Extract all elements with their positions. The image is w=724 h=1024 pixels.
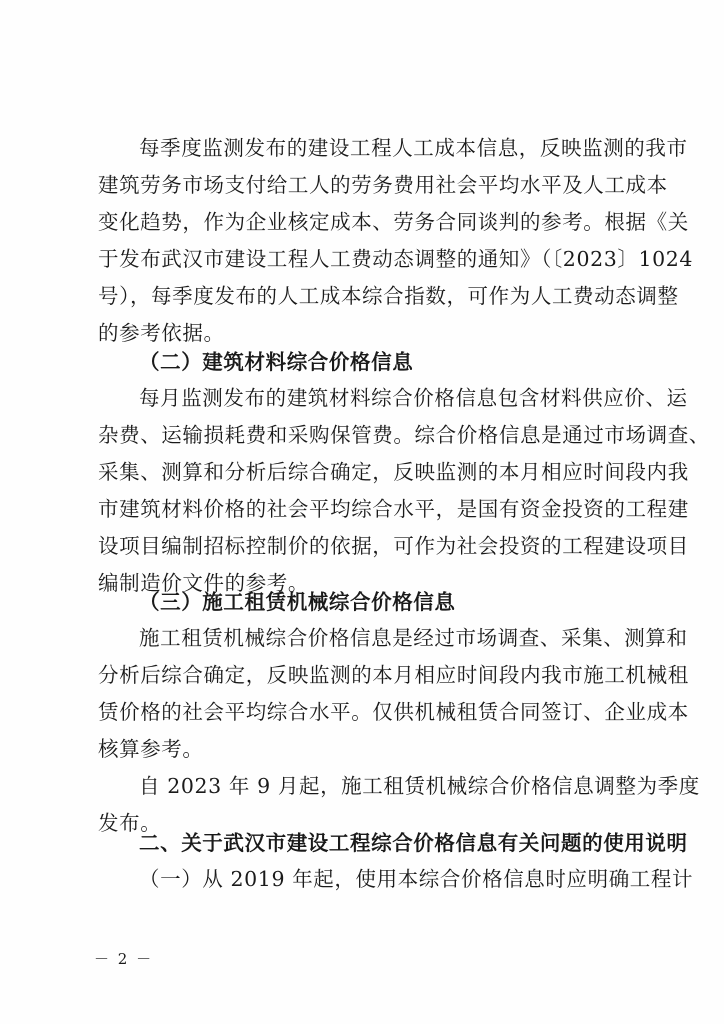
text-line: 号），每季度发布的人工成本综合指数，可作为人工费动态调整 — [98, 284, 679, 308]
text-line: （一）从 2019 年起，使用本综合价格信息时应明确工程计 — [139, 867, 694, 891]
paragraph-materials — [98, 380, 710, 602]
section-heading-machinery — [98, 584, 638, 621]
text-line: 赁价格的社会平均综合水平。仅供机械租赁合同签订、企业成本 — [98, 700, 689, 724]
heading-text: （二）建筑材料综合价格信息 — [139, 350, 414, 374]
text-line: 的参考依据。 — [98, 321, 225, 345]
text-line: 采集、测算和分析后综合确定，反映监测的本月相应时间段内我 — [98, 460, 689, 484]
heading-text: 二、关于武汉市建设工程综合价格信息有关问题的使用说明 — [139, 831, 688, 855]
text-line: 于发布武汉市建设工程人工费动态调整的通知》（〔2023〕1024 — [98, 247, 694, 271]
text-line: 杂费、运输损耗费和采购保管费。综合价格信息是通过市场调查、 — [98, 423, 710, 447]
text-line: 自 2023 年 9 月起，施工租赁机械综合价格信息调整为季度 — [139, 774, 700, 798]
section-heading-materials — [98, 344, 638, 381]
text-line: 每季度监测发布的建设工程人工成本信息，反映监测的我市 — [139, 136, 688, 160]
paragraph-machinery — [98, 620, 689, 768]
text-line: 每月监测发布的建筑材料综合价格信息包含材料供应价、运 — [139, 386, 688, 410]
text-line: 建筑劳务市场支付给工人的劳务费用社会平均水平及人工成本 — [98, 173, 668, 197]
paragraph-labor-cost — [98, 130, 694, 352]
text-line: 设项目编制招标控制价的依据，可作为社会投资的工程建设项目 — [98, 534, 689, 558]
text-line: 编制造价文件的参考。 — [98, 571, 309, 595]
paragraph-usage-1 — [98, 861, 694, 898]
text-line: 变化趋势，作为企业核定成本、劳务合同谈判的参考。根据《关 — [98, 210, 689, 234]
text-line: 施工租赁机械综合价格信息是经过市场调查、采集、测算和 — [139, 626, 688, 650]
section-heading-usage — [98, 825, 688, 862]
page-number: － 2 － — [94, 950, 154, 968]
text-line: 发布。 — [98, 811, 162, 835]
heading-text: （三）施工租赁机械综合价格信息 — [139, 590, 456, 614]
text-line: 市建筑材料价格的社会平均综合水平，是国有资金投资的工程建 — [98, 497, 689, 521]
text-line: 分析后综合确定，反映监测的本月相应时间段内我市施工机械租 — [98, 663, 689, 687]
text-line: 核算参考。 — [98, 737, 204, 761]
